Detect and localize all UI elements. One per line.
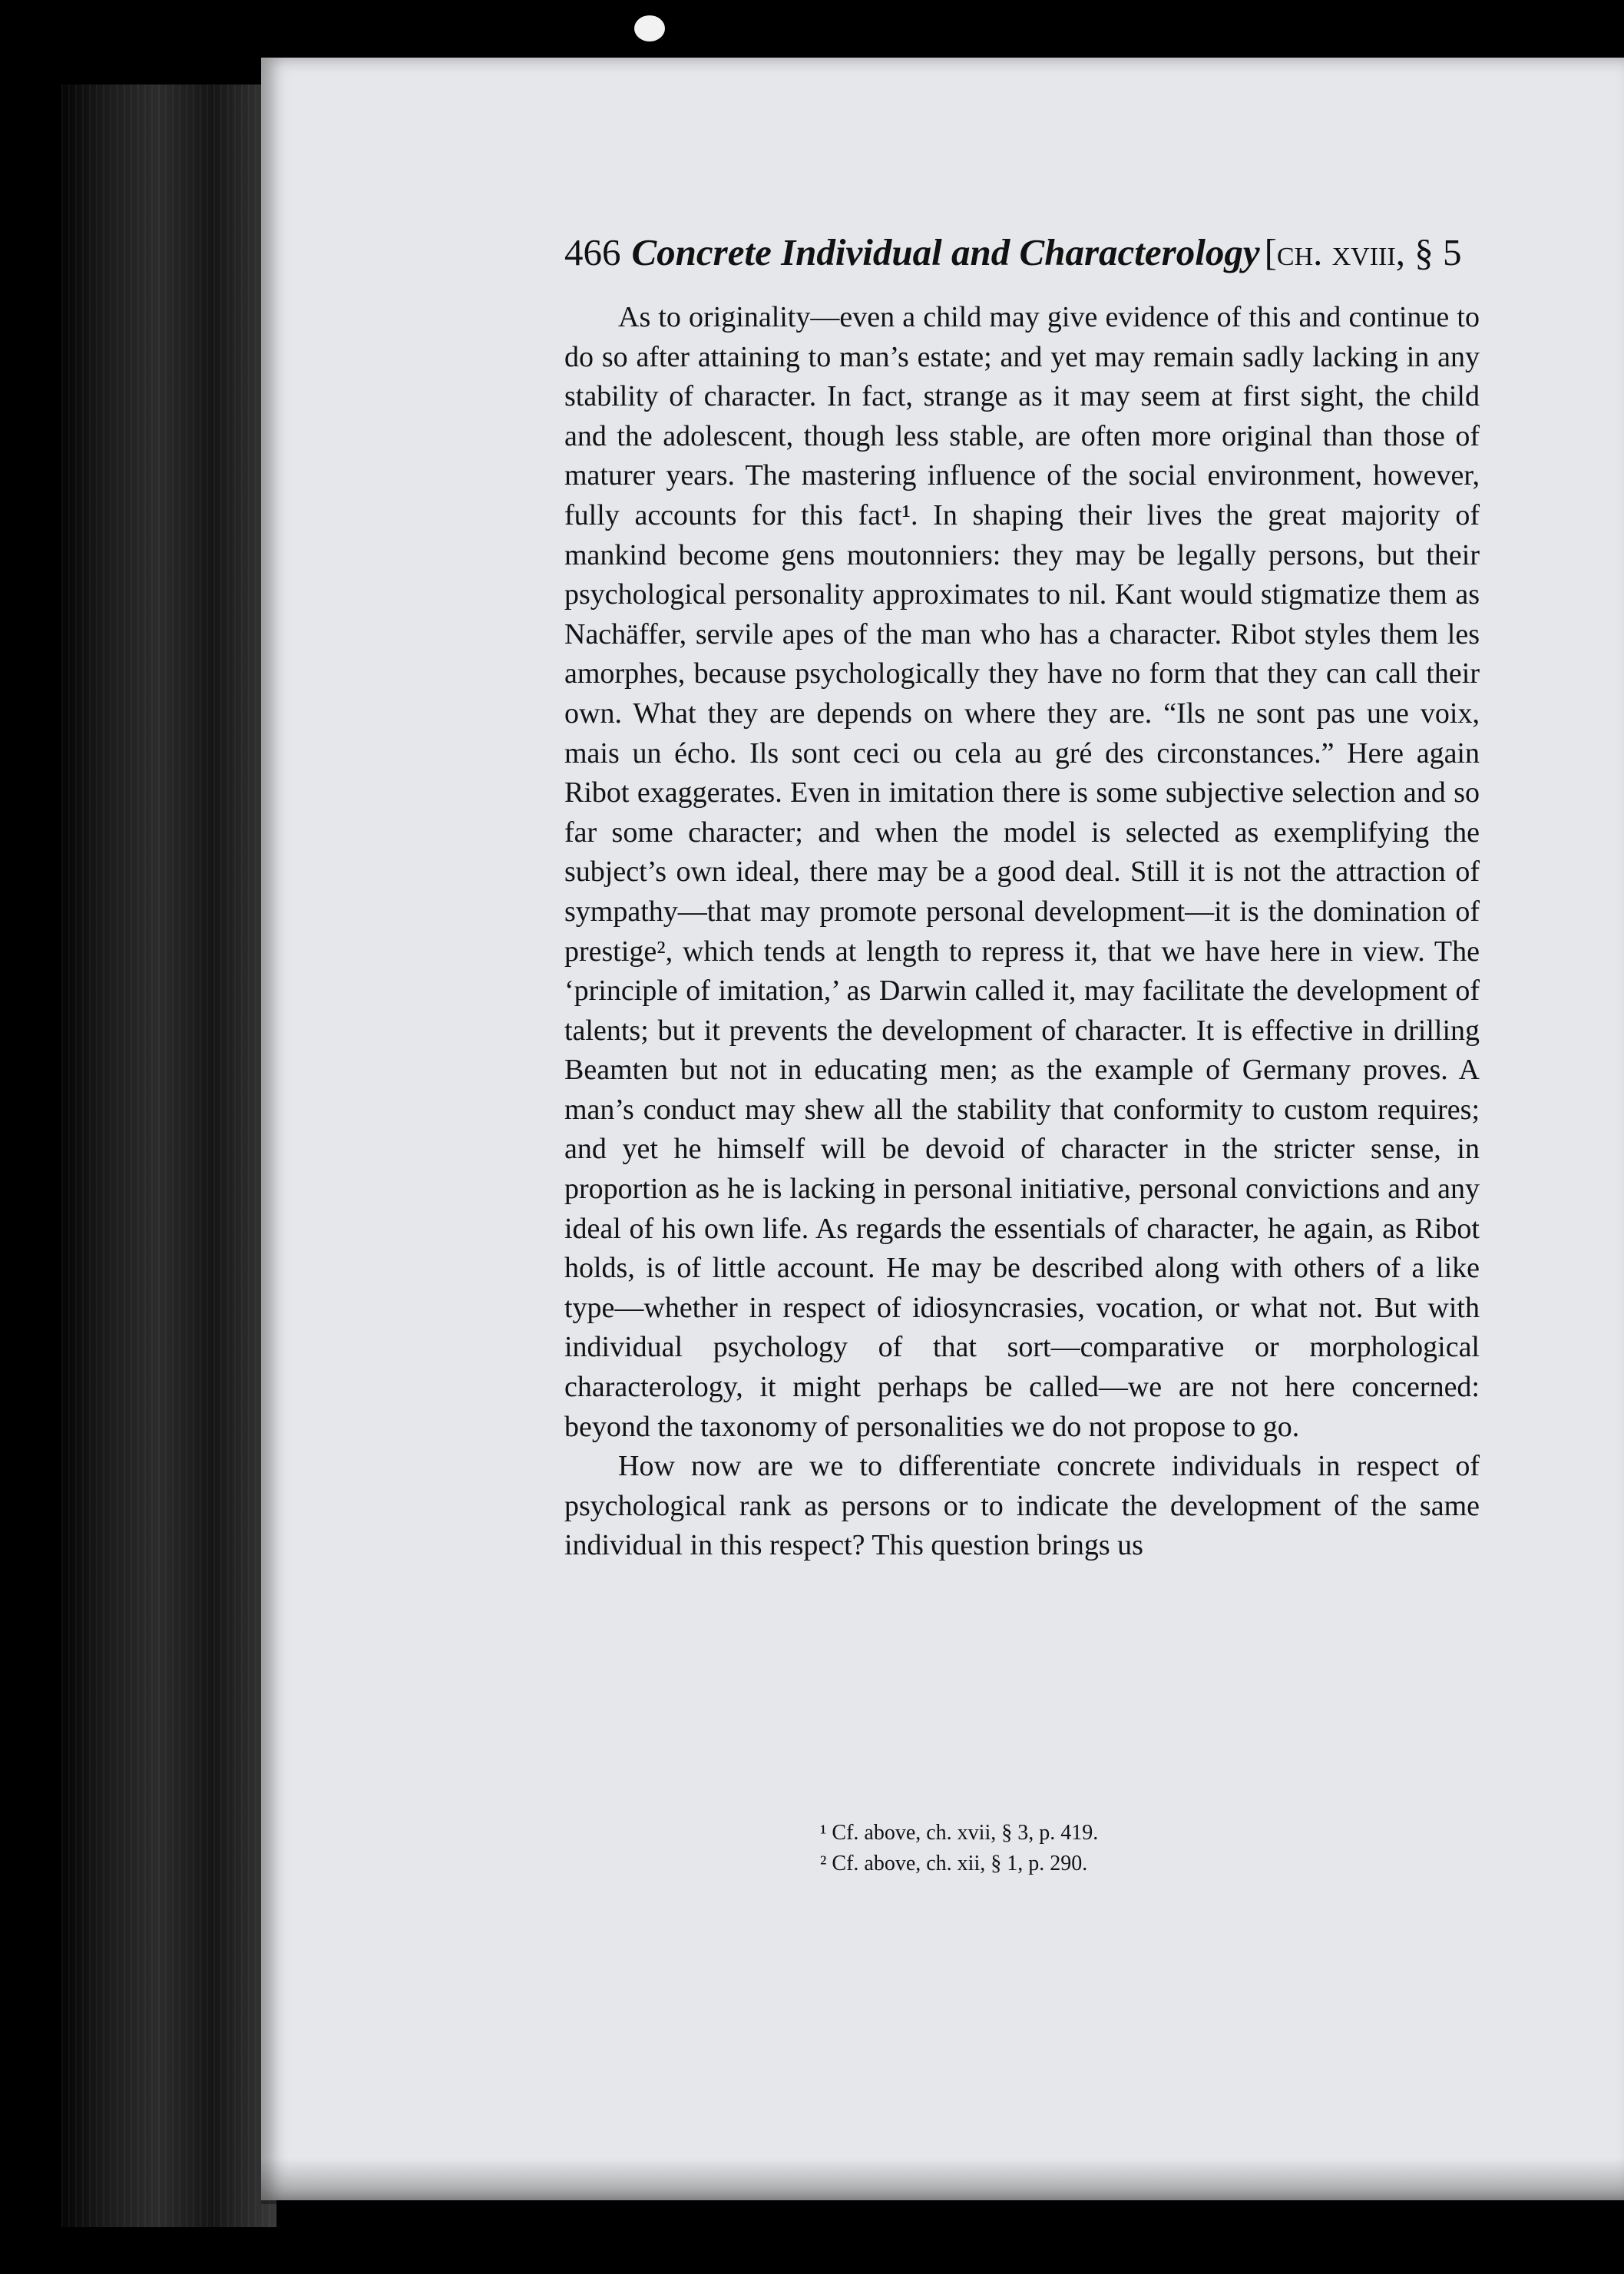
footnotes	[820, 1818, 1358, 1879]
page-number: 466	[564, 231, 621, 273]
footnote: ¹ Cf. above, ch. xvii, § 3, p. 419.	[820, 1821, 1099, 1845]
footnote: ² Cf. above, ch. xii, § 1, p. 290.	[820, 1852, 1088, 1875]
chapter-reference: [ch. xviii, § 5	[1264, 231, 1462, 273]
body-text	[564, 298, 1480, 1566]
scan-artifact	[634, 15, 665, 41]
page-bottom-shadow	[261, 2158, 1624, 2204]
book-page-edges	[61, 84, 276, 2227]
page-header	[564, 230, 1486, 292]
paragraph: As to originality—even a child may give evidence of this and continue to do so after attaining to man’s estate; and yet may remain sadly lacking in any stability of character. In fact, strange as it may seem at first sight, the child and the adolescent, though less stable, are often more original than those of maturer years. The mastering influence of the social environment, however, fully accounts for this fact¹. In shaping their lives the great majority of mankind become gens moutonniers: they may be legally persons, but their psychological personality approximates to nil. Kant would stigmatize them as Nachäffer, servile apes of the man who has a character. Ribot styles them les amorphes, because psychologically they have no form that they can call their own. What they are depends on where they are. “Ils ne sont pas une voix, mais un écho. Ils sont ceci ou cela au gré des circonstances.” Here again Ribot exaggerates. Even in imitation there is some subjective selection and so far some character; and when the model is selected as exemplifying the subject’s own ideal, there may be a good deal. Still it is not the attraction of sympathy—that may promote personal development—it is the domination of prestige², which tends at length to repress it, that we have here in view. The ‘principle of imitation,’ as Darwin called it, may facilitate the development of talents; but it prevents the development of character. It is effective in drilling Beamten but not in educating men; as the example of Germany proves. A man’s conduct may shew all the stability that conformity to custom requires; and yet he himself will be devoid of character in the stricter sense, in proportion as he is lacking in personal initiative, personal convictions and any ideal of his own life. As regards the essentials of character, he again, as Ribot holds, is of little account. He may be described along with others of a like type—whether in respect of idiosyncrasies, vocation, or what not. But with individual psychology of that sort—comparative or morphological characterology, it might perhaps be called—we are not here concerned: beyond the taxonomy of personalities we do not propose to go.	[564, 301, 1480, 1443]
paragraph: How now are we to differentiate concrete individuals in respect of psychological rank as persons or to indicate the development of the same individual in this respect? This question brings us	[564, 1450, 1480, 1562]
running-title: Concrete Individual and Characterology	[631, 231, 1260, 273]
